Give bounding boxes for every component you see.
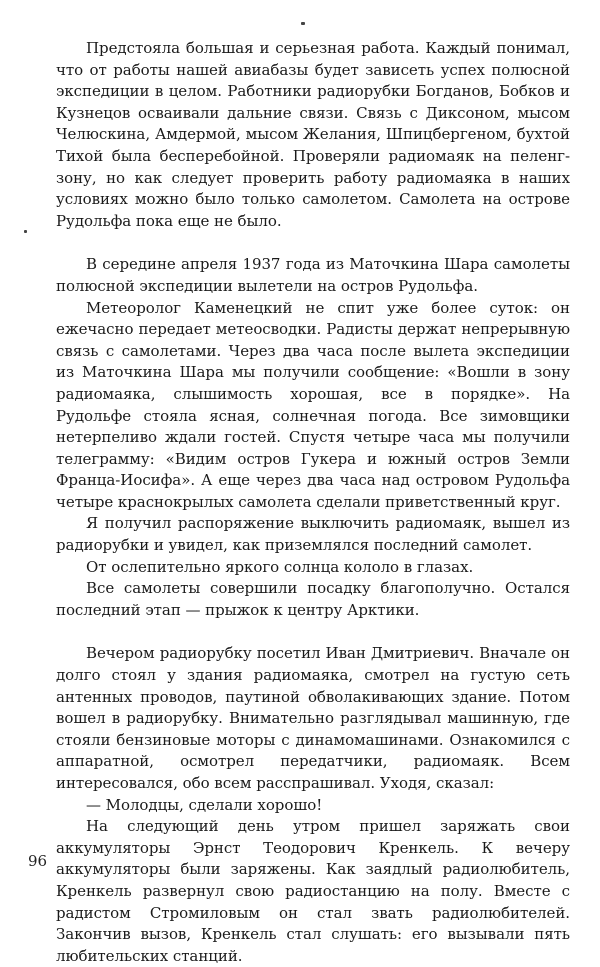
- section-break: [56, 621, 570, 643]
- page-number: 96: [28, 852, 48, 870]
- print-speck: [301, 22, 305, 25]
- paragraph: В середине апреля 1937 года из Маточкина Шара самолеты полюсной экспедиции вылетели на остров Рудольфа.: [56, 255, 570, 295]
- dialogue-line: — Молодцы, сделали хорошо!: [86, 795, 323, 814]
- paragraph: От ослепительно яркого солнца кололо в глазах.: [86, 557, 474, 576]
- paragraph: Метеоролог Каменецкий не спит уже более суток: он ежечасно передает метеосводки. Радисты держат непрерывную связь с самолетами. Через два часа после вылета экспедиции из Маточкина Шара мы получили сообщение: «Вошли в зону радиомаяка, слышимость хорошая, все в порядке». На Рудольфе стояла ясная, солнечная погода. Все зимовщики нетерпеливо ждали гостей. Спустя четыре часа мы получили телеграмму: «Видим остров Гукера и южный остров Земли Франца-Иосифа». А еще через два часа над островом Рудольфа четыре краснокрылых самолета сделали приветственный круг.: [56, 298, 570, 511]
- print-speck: [24, 230, 27, 233]
- paragraph: Все самолеты совершили посадку благополучно. Остался последний этап — прыжок к центру Арктики.: [56, 579, 570, 619]
- paragraph: Вечером радиорубку посетил Иван Дмитриевич. Вначале он долго стоял у здания радиомаяка, смотрел на густую сеть антенных проводов, паутиной обволакивающих здание. Потом вошел в радиорубку. Внимательно разглядывал машинную, где стояли бензиновые моторы с динамомашинами. Ознакомился с аппаратной, осмотрел передатчики, радиомаяк. Всем интересовался, обо всем расспрашивал. Уходя, сказал:: [56, 644, 570, 792]
- paragraph: Предстояла большая и серьезная работа. Каждый понимал, что от работы нашей авиабазы будет зависеть успех полюсной экспедиции в целом. Работники радиорубки Богданов, Бобков и Кузнецов осваивали дальние связи. Связь с Диксоном, мысом Челюскина, Амдермой, мысом Желания, Шпицбергеном, бухтой Тихой была бесперебойной. Проверяли радиомаяк на пеленг-зону, но как следует проверить работу радиомаяка в наших условиях можно было только самолетом. Самолета на острове Рудольфа пока еще не было.: [56, 39, 570, 230]
- paragraph: На следующий день утром пришел заряжать свои аккумуляторы Эрнст Теодорович Кренкель. К вечеру аккумуляторы были заряжены. Как заядлый радиолюбитель, Кренкель развернул свою радиостанцию на полу. Вместе с радистом Стромиловым он стал звать радиолюбителей. Закончив вызов, Кренкель стал слушать: его вызывали пять любительских станций.: [56, 817, 570, 965]
- page-body: [56, 38, 570, 967]
- paragraph: Я получил распоряжение выключить радиомаяк, вышел из радиорубки и увидел, как приземлялся последний самолет.: [56, 514, 570, 555]
- section-break: [56, 232, 570, 254]
